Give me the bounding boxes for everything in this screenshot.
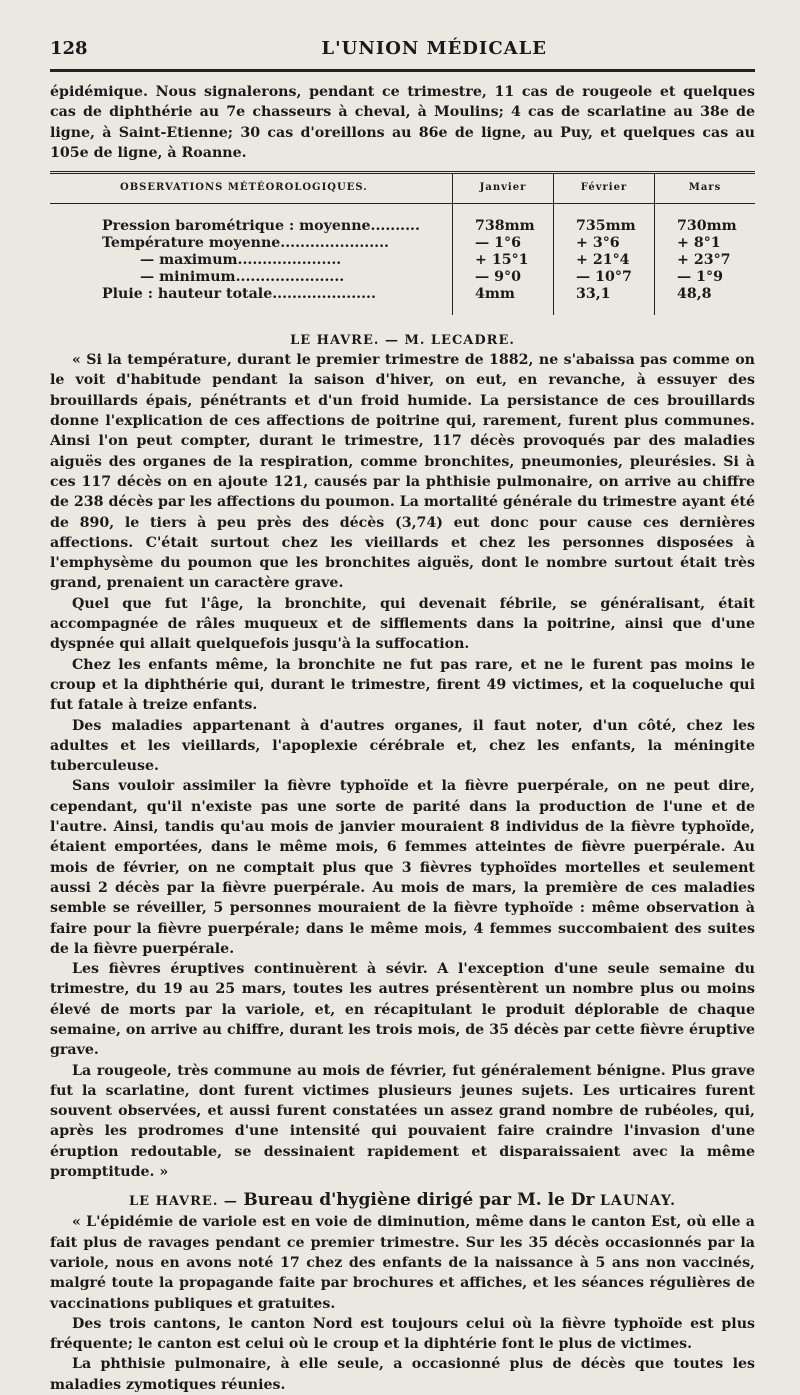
cell-value: + 21°4 [554,252,655,269]
page-number: 128 [50,38,88,59]
paragraph: Sans vouloir assimiler la fièvre typhoïde et la fièvre puerpérale, on ne peut dire, cependant, qu'il n'existe pas une sorte de parité dans la production de l'une et de l'autre. Ainsi, tandis qu'au mois de janvier mouraient 8 individus de la fièvre typhoïde, étaient emportées, dans le même mois, 6 femmes atteintes de fièvre puerpérale. Au mois de février, on ne comptait plus que 3 fièvres typhoïdes mortelles et seulement aussi 2 décès par la fièvre puerpérale. Au mois de mars, la première de ces maladies semble se réveiller, 5 personnes mouraient de la fièvre typhoïde : même observation à faire pour la fièvre puerpérale; dans le même mois, 4 femmes succombaient des suites de la fièvre puerpérale. [50,778,755,957]
table-header-january: Janvier [453,174,554,204]
paragraph: Des trois cantons, le canton Nord est toujours celui où la fièvre typhoïde est plus fréquente; le canton est celui où le croup et la diphtérie font le plus de victimes. [50,1315,755,1353]
row-label: Température moyenne...................... [102,235,389,252]
paragraph: Des maladies appartenant à d'autres organes, il faut noter, d'un côté, chez les adultes et les vieillards, l'apoplexie cérébrale et, chez les enfants, la méningite tuberculeuse. [50,717,755,775]
cell-value: + 15°1 [453,252,554,269]
cell-value: — 1°9 [655,269,756,286]
paragraph: Les fièvres éruptives continuèrent à sévir. A l'exception d'une seule semaine du trimestre, du 19 au 25 mars, toutes les autres présentèrent un nombre plus ou moins élevé de morts par la variole, et, en récapitulant le produit déplorable de chaque semaine, on arrive au chiffre, durant les trois mois, de 35 décès par cette fièvre éruptive grave. [50,961,755,1059]
row-label: Pluie : hauteur totale..................... [102,286,376,303]
table-row [50,252,755,269]
table-header-february: Février [554,174,655,204]
intro-paragraph: épidémique. Nous signalerons, pendant ce trimestre, 11 cas de rougeole et quelques cas de diphthérie au 7e chasseurs à cheval, à Moulins; 4 cas de scarlatine au 38e de ligne, à Saint-Etienne; 30 cas d'oreillons au 86e de ligne, au Puy, et quelques cas au 105e de ligne, à Roanne. [50,84,755,161]
cell-value: 730mm [655,204,756,236]
cell-value: 48,8 [655,286,756,315]
table-row [50,269,755,286]
cell-value: + 3°6 [554,235,655,252]
section-title-havre: LE HAVRE. — M. LECADRE. [290,333,515,349]
cell-value: + 8°1 [655,235,756,252]
header-rule [50,69,755,72]
cell-value: — 9°0 [453,269,554,286]
row-label: Pression barométrique : moyenne.......... [102,218,420,235]
cell-value: + 23°7 [655,252,756,269]
paragraph: La rougeole, très commune au mois de février, fut généralement bénigne. Plus grave fut la scarlatine, dont furent victimes plusieurs jeunes sujets. Les urticaires furent souvent observées, et aussi furent constatées un assez grand nombre de rubéoles, qui, après les prodromes d'une intensité qui pouvaient faire craindre l'invasion d'une éruption redoutable, se dessinaient rapidement et disparaissaient avec la même promptitude. » [50,1062,755,1181]
paragraph: Chez les enfants même, la bronchite ne fut pas rare, et ne le furent pas moins le croup et la diphthérie qui, durant le trimestre, firent 49 victimes, et la coqueluche qui fut fatale à treize enfants. [50,656,755,714]
paragraph: Quel que fut l'âge, la bronchite, qui devenait fébrile, se généralisant, était accompagnée de râles muqueux et de sifflements dans la poitrine, ainsi que d'une dyspnée qui allait quelquefois jusqu'à la suffocation. [50,595,755,653]
cell-value: — 10°7 [554,269,655,286]
section-title-main: Bureau d'hygiène dirigé par M. le Dr [243,1190,595,1211]
cell-value: — 1°6 [453,235,554,252]
section-title-bureau [50,1190,755,1210]
table-row [50,235,755,252]
document-page [50,38,755,1395]
table-row [50,204,755,236]
row-label: — maximum..................... [140,252,342,269]
section-title-prefix: LE HAVRE. — [129,1194,238,1210]
page-header [50,38,755,65]
cell-value: 735mm [554,204,655,236]
section-title-name: LAUNAY. [600,1193,676,1210]
table-row [50,286,755,315]
paragraph: « L'épidémie de variole est en voie de diminution, même dans le canton Est, où elle a fait plus de ravages pendant ce premier trimestre. Sur les 35 décès occasionnés par la variole, nous en avons noté 17 chez des enfants de la naissance à 5 ans non vaccinés, malgré toute la propagande faite par brochures et affiches, et les séances régulières de vaccinations publiques et gratuites. [50,1214,755,1312]
paragraph: La phthisie pulmonaire, à elle seule, a occasionné plus de décès que toutes les maladies zymotiques réunies. [50,1356,755,1393]
paragraph: « Si la température, durant le premier trimestre de 1882, ne s'abaissa pas comme on le voit d'habitude pendant la saison d'hiver, on eut, en revanche, à essuyer des brouillards épais, pénétrants et d'un froid humide. La persistance de ces brouillards donne l'explication de ces affections de poitrine qui, rarement, furent plus communes. Ainsi l'on peut compter, durant le trimestre, 117 décès provoqués par des maladies aiguës des organes de la respiration, comme bronchites, pneumonies, pleurésies. Si à ces 117 décès on en ajoute 121, causés par la phthisie pulmonaire, on arrive au chiffre de 238 décès par les affections du poumon. La mortalité générale du trimestre ayant été de 890, le tiers à peu près des décès (3,74) eut donc pour cause ces dernières affections. C'était surtout chez les vieillards et chez les personnes disposées à l'emphysème du poumon que les bronchites aiguës, dont le nombre surtout était très grand, prenaient un caractère grave. [50,352,755,592]
running-title: L'UNION MÉDICALE [321,38,547,59]
cell-value: 33,1 [554,286,655,315]
cell-value: 738mm [453,204,554,236]
weather-table [50,171,755,315]
table-header-label: OBSERVATIONS MÉTÉOROLOGIQUES. [50,174,453,204]
row-label: — minimum...................... [140,269,345,286]
cell-value: 4mm [453,286,554,315]
table-header-march: Mars [655,174,756,204]
